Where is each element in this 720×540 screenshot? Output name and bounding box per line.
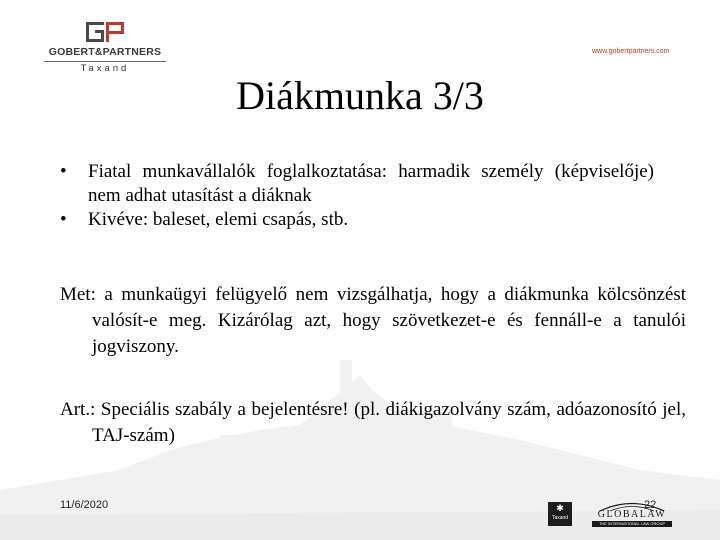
paragraph-art: Art.: Speciális szabály a bejelentésre! (pl. diákigazolvány szám, adóazonosító jel, TAJ-szám) [60,399,686,446]
slide-title: Diákmunka 3/3 [236,73,484,118]
badge-label: Taxand [551,515,569,521]
gp-monogram-icon [84,20,126,44]
asterisk-icon: ✱ [556,503,564,513]
bullet-text: Kivéve: baleset, elemi csapás, stb. [88,209,349,230]
gobert-partners-logo [44,20,166,76]
website-url[interactable]: www.gobertpartners.com [592,48,670,55]
taxand-badge [548,502,572,526]
logo-subtitle: Taxand [80,63,130,74]
bullet-item [60,208,654,232]
globalaw-logo [586,500,678,528]
logo-name: GOBERT&PARTNERS [48,46,162,58]
footer-date: 11/6/2020 [60,499,109,511]
bullet-list [60,160,654,232]
bullet-item [60,160,654,208]
bullet-text: Fiatal munkavállalók foglalkoztatása: harmadik személy (képviselője) nem adhat utasítást a diáknak [88,161,654,206]
logo-divider [44,61,166,62]
globalaw-tagline: THE INTERNATIONAL LAW GROUP [592,521,672,527]
bullet-dot: • [60,209,67,230]
globalaw-wordmark: GLOBALAW [597,509,667,520]
page-number: 22 [644,499,657,511]
bullet-dot: • [60,161,67,182]
paragraph-met: Met: a munkaügyi felügyelő nem vizsgálhatja, hogy a diákmunka kölcsönzést valósít-e meg. Kizárólag azt, hogy szövetkezet-e és fennáll-e a tanulói jogviszony. [60,284,686,357]
